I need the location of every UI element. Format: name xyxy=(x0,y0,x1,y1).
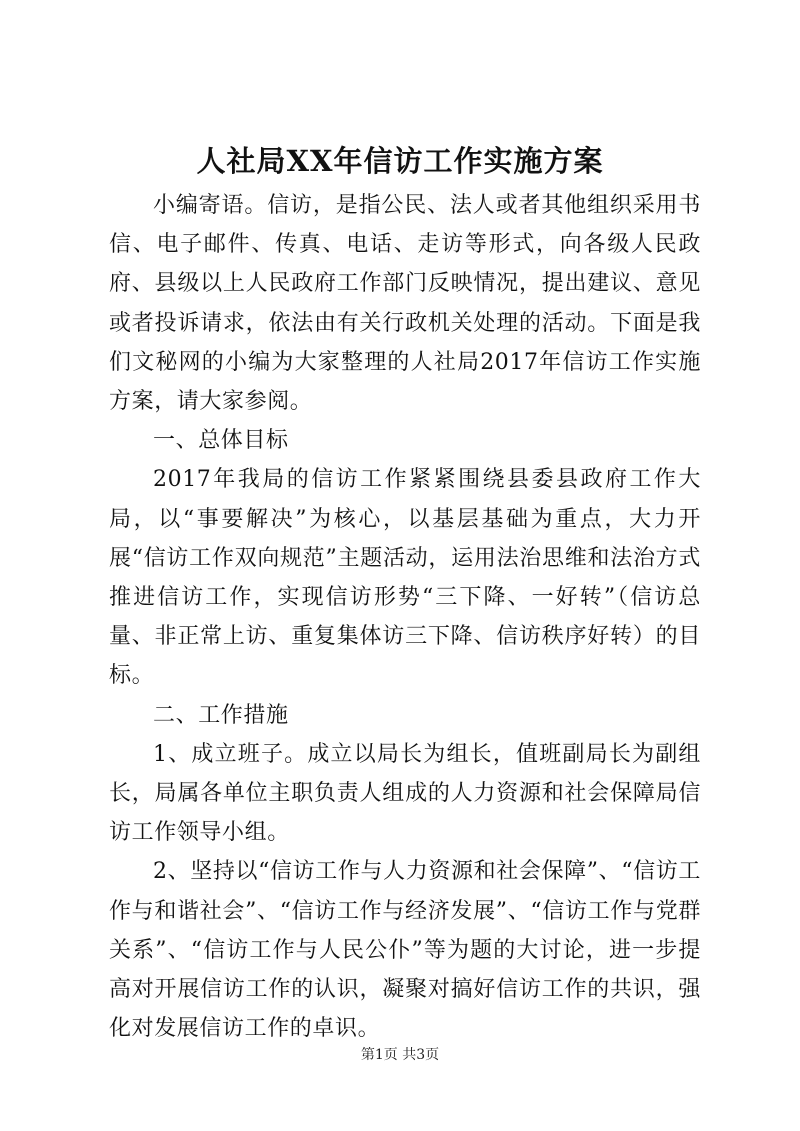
document-title: 人社局XX年信访工作实施方案 xyxy=(196,144,604,178)
goals-paragraph: 2017年我局的信访工作紧紧围绕县委县政府工作大局，以“事要解决”为核心，以基层基础为重点，大力开展“信访工作双向规范”主题活动，运用法治思维和法治方式推进信访工作，实现信访形势“三下降、一好转”（信访总量、非正常上访、重复集体访三下降、信访秩序好转）的目标。 xyxy=(109,467,701,689)
page-number-footer: 第1页 共3页 xyxy=(360,1047,440,1063)
measure-2-paragraph: 2、坚持以“信访工作与人力资源和社会保障”、“信访工作与和谐社会”、“信访工作与经济发展”、“信访工作与党群关系”、“信访工作与人民公仆”等为题的大讨论，进一步提高对开展信访工作的认识，凝聚对搞好信访工作的共识，强化对发展信访工作的卓识。 xyxy=(109,859,701,1042)
intro-paragraph: 小编寄语。信访，是指公民、法人或者其他组织采用书信、电子邮件、传真、电话、走访等形式，向各级人民政府、县级以上人民政府工作部门反映情况，提出建议、意见或者投诉请求，依法由有关行政机关处理的活动。下面是我们文秘网的小编为大家整理的人社局2017年信访工作实施方案，请大家参阅。 xyxy=(109,193,701,415)
section-heading-measures: 二、工作措施 xyxy=(153,702,289,728)
section-heading-goals: 一、总体目标 xyxy=(153,428,289,454)
document-body xyxy=(109,186,701,1048)
measure-1-paragraph: 1、成立班子。成立以局长为组长，值班副局长为副组长，局属各单位主职负责人组成的人力资源和社会保障局信访工作领导小组。 xyxy=(109,741,701,846)
